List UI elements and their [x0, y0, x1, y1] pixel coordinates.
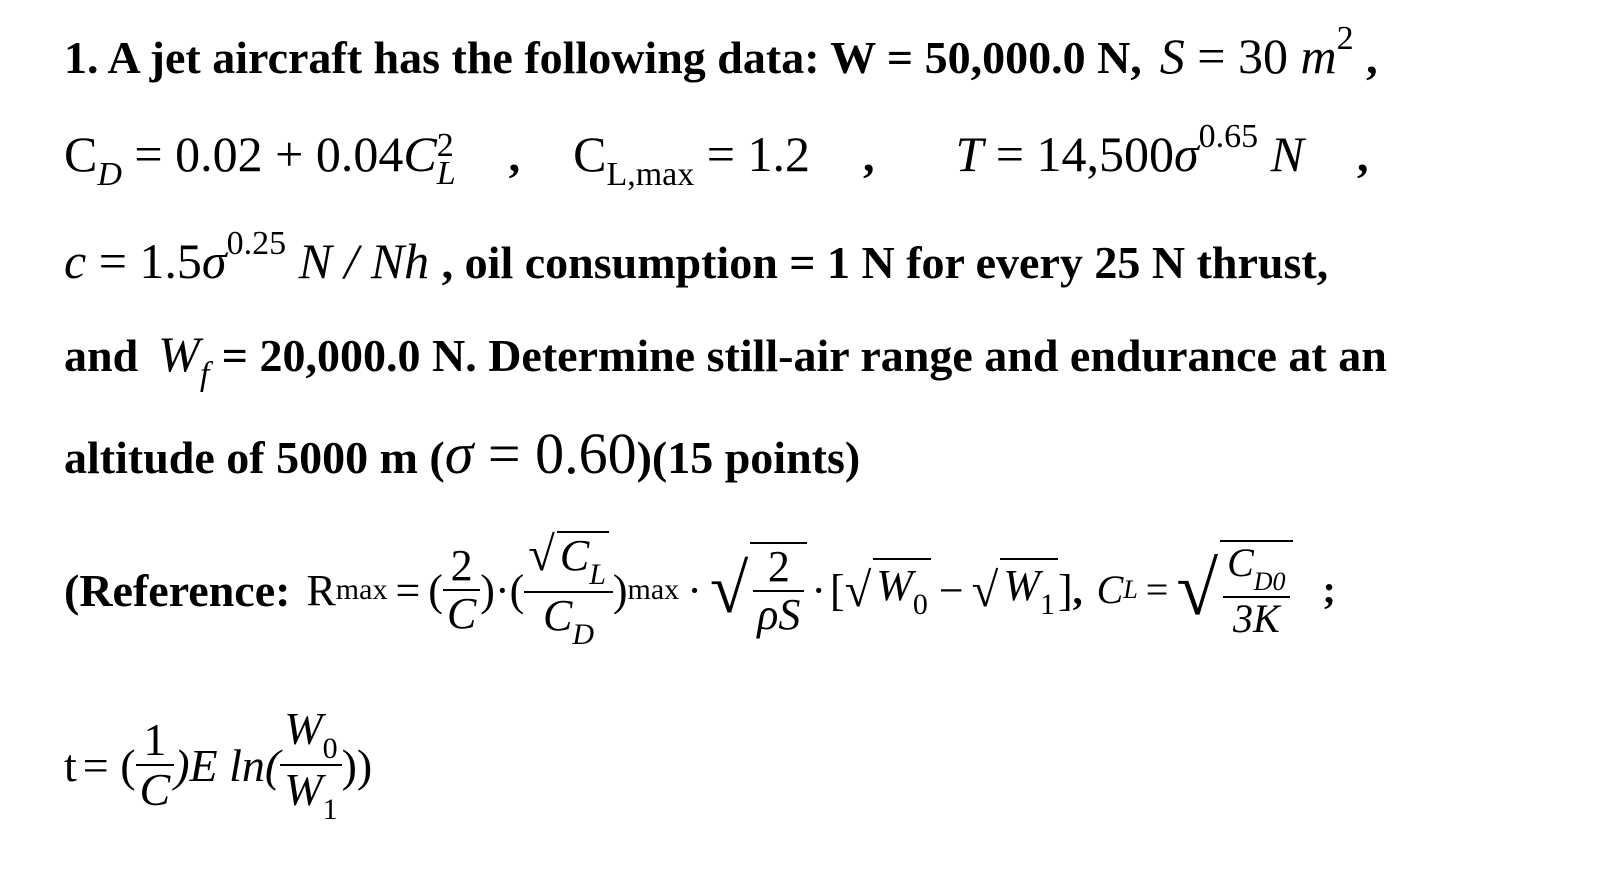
problem-line-2: $C_D = 0.02 + 0.04C$ 2 L , $C_{L,max} = 1.2$ , $T = 14,500\sigma^{0.65}$ N ,	[64, 118, 1369, 193]
problem-line-7	[64, 690, 372, 840]
range-fraction-2: $\frac{√ C_L}{C_D}$	[524, 530, 613, 650]
density-ratio: σ = 0.60	[444, 421, 637, 486]
problem-line-4: and $W_f = 20,000.0$ N. Determine still-air range and endurance at an	[64, 326, 1387, 393]
range-fraction-1: $\frac{2}{C}$	[443, 543, 480, 637]
fuel-weight-var: $W_f$	[158, 326, 210, 393]
problem-line-3	[64, 225, 1328, 290]
endurance-fraction-2: $\frac{W_0}{W_1}$	[280, 705, 341, 826]
range-fraction-3: $\frac{2}{\rho S}$	[750, 542, 807, 638]
clmax-formula: $C_{L,max} = 1.2$	[573, 126, 810, 193]
endurance-formula: t = ( $\frac{1}{C}$ )E ln( $\frac{W_0}{W_1}$ ))	[64, 702, 373, 826]
sfc-formula: $c = 1.5\sigma^{0.25}$ N / Nh	[64, 225, 430, 289]
drag-polar-formula: $C_D = 0.02 + 0.04C$ 2 L	[64, 126, 456, 193]
thrust-formula: $T = 14,500\sigma^{0.65}$ N	[955, 118, 1305, 182]
problem-line-6	[64, 510, 1336, 670]
problem-line-1: 1. A jet aircraft has the following data: W = 50,000.0 N, S = 30 $m^2$ ,	[64, 20, 1378, 84]
endurance-fraction-1: $\frac{1}{C}$	[136, 716, 175, 815]
determine-text: = 20,000.0 N. Determine still-air range and endurance at an	[221, 330, 1387, 381]
cl-optimum-formula: C L = √ $\frac{C_{D0}}{3K}$ ;	[1096, 540, 1336, 641]
oil-consumption-text: , oil consumption = 1 N for every 25 N thrust,	[441, 237, 1329, 288]
area-formula: S = 30 $m^2$	[1159, 20, 1354, 84]
problem-line-5: altitude of 5000 m (σ = 0.60)(15 points)	[64, 421, 861, 486]
reference-label: (Reference:	[64, 564, 291, 616]
range-formula: R max = ( $\frac{2}{C}$ ) · ( $\frac{√ C_L}{C_D}$ ) max · √ $\frac{2}{\rho S}$ · [ √ $W_0$ − √ $W_1$ ] ,	[306, 528, 1083, 651]
problem-intro-text: 1. A jet aircraft has the following data: W = 50,000.0 N,	[64, 32, 1142, 83]
